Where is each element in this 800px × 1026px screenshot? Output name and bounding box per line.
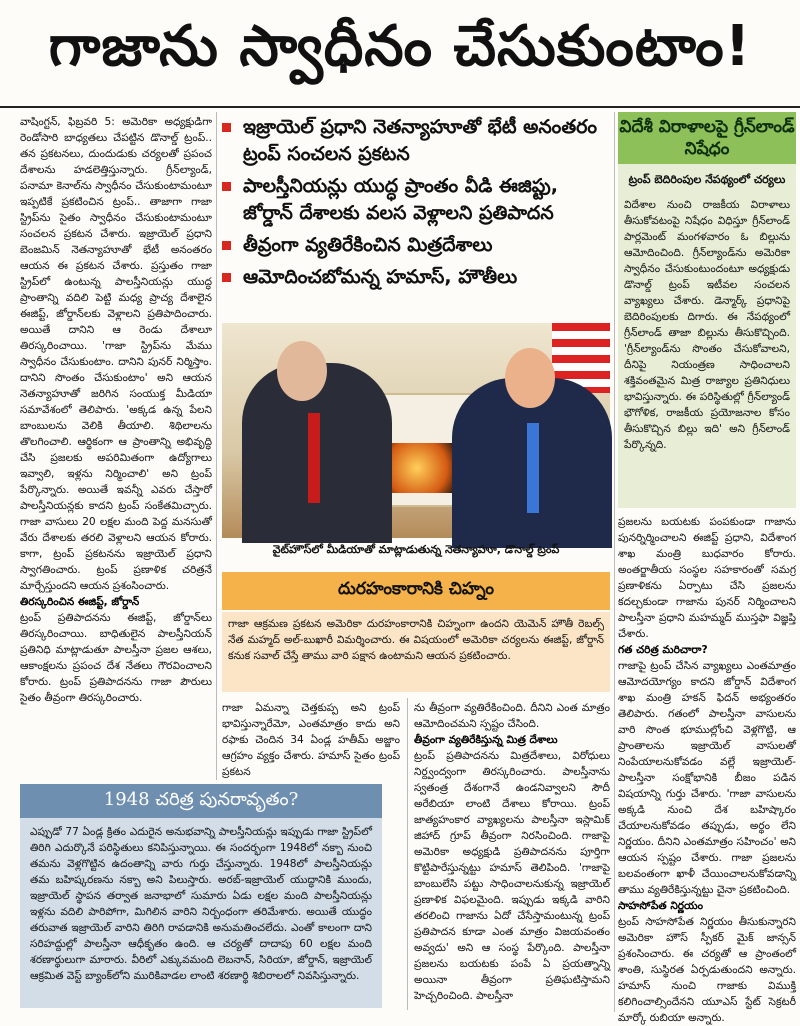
- headline: గాజాను స్వాధీనం చేసుకుంటాం!: [0, 0, 800, 108]
- column-divider: [216, 112, 217, 780]
- highlight-item: ఆమోదించబోమన్న హమాస్, హౌతీలు: [222, 264, 610, 291]
- highlights-list: [222, 114, 610, 334]
- sidebar-box: [618, 164, 796, 508]
- col4-paragraph: ప్రజలను బయటకు పంపకుండా గాజాను పునర్నిర్మించాలని ఈజిప్ట్ ప్రధాని, విదేశాంగ శాఖ మంత్రి బుధవారం కోరారు. అంతర్జాతీయ సంస్థల సహకారంతో సమగ్ర ప్రణాళికను ఏర్పాటు చేసి ప్రజలను కదల్చకుండా గాజాను పునర్ నిర్మించాలని పాలస్తీనా ప్రధాని మహమ్మద్ ముస్తఫా విజ్ఞప్తి చేశారు.: [618, 516, 796, 640]
- col2-paragraph: గాజా ఏమన్నా చెత్తకుప్ప అని ట్రంప్ భావిస్తున్నారేమో, ఎంతమాత్రం కాదు అని రఫాకు చెందిన 34 ఏండ్ల హతీమ్ అజ్జాం ఆగ్రహం వ్యక్తం చేశారు. హమాస్ సైతం ట్రంప్ ప్రకటన: [222, 702, 400, 778]
- history-box-text: ఎప్పుడో 77 ఏండ్ల క్రితం ఎదురైన అనుభవాన్ని పాలస్తీనియన్లు ఇప్పుడు గాజా స్ట్రిప్‌లో తిరిగి ఎదుర్కొనే పరిస్థితులు కనిపిస్తున్నాయి. ఈ సందర్భంగా 1948లో నక్బా నుంచి తమను వెళ్లగొట్టిన ఉదంతాన్ని వారు గుర్తు చేస్తున్నారు. 1948లో పాలస్తీనియన్లు తమ బహిష్కరణను నక్బా అని పిలుస్తారు. అరబ్-ఇజ్రాయెల్ యుద్ధానికి ముందు, ఇజ్రాయెల్ స్థాపన తర్వాత జనాభాలో సుమారు ఏడు లక్షల మంది పాలస్తీనియన్లు ఇళ్లను వదిలి పారిపోగా, మిగిలిన వారిని నిర్బంధంగా తరిమేశారు. అయితే యుద్ధం తరువాత ఇజ్రాయెల్ వారిని తిరిగి రావడానికి అనుమతించలేదు. ఎంతో కాలంగా దాని సరిహద్దుల్లో పాలస్తీనా ఆధీకృతం ఉంది. ఆ చర్యతో దాదాపు 60 లక్షల మంది శరణార్థులుగా మారారు. వీరిలో ఎక్కువమంది లెబనాన్, సిరియా, జోర్డాన్, ఇజ్రాయెల్ ఆక్రమిత వెస్ట్ బ్యాంక్‌లోని మురికివాడల లాంటి శరణార్థి శిబిరాలలో నివసిస్తున్నారు.: [20, 818, 382, 1008]
- col1-paragraph-2: ట్రంప్ ప్రతిపాదనను ఈజిప్ట్, జోర్డాన్‌లు తిరస్కరించాయి. బాధితులైన పాలస్తీనియన్ ప్రతినిధి మాట్లాడుతూ పాలస్తీనా ప్రజల ఆశలు, ఆకాంక్షలను ప్రపంచ దేశ నేతలు గౌరవించాలని కోరారు. ట్రంప్ ప్రతిపాదనను గాజా పౌరులు సైతం తీవ్రంగా తిరస్కరించారు.: [20, 612, 212, 704]
- col4-paragraph-3: ట్రంప్ సాహసోపేత నిర్ణయం తీసుకున్నారని అమెరికా హౌస్ స్పీకర్ మైక్ జాన్సన్ ప్రశంసించారు. ఈ చర్యతో ఆ ప్రాంతంలో శాంతి, సుస్థిరత ఏర్పడుతుందని అన్నారు. హమాస్ నుంచి గాజాకు విముక్తి కలిగించాల్సిందేనని యూఎస్ స్టేట్ సెక్రటరీ మార్కో రుబియా అన్నారు.: [618, 916, 796, 1024]
- col3-paragraph: ను తీవ్రంగా వ్యతిరేకించింది. దీనిని ఎంత మాత్రం ఆమోదించమని స్పష్టం చేసింది.: [414, 702, 610, 730]
- col3-subheading: తీవ్రంగా వ్యతిరేకిస్తున్న మిత్ర దేశాలు: [414, 734, 558, 746]
- col4-subheading-1: గత చరిత్ర మరిచారా?: [618, 644, 708, 656]
- col3-paragraph-2: ట్రంప్ ప్రతిపాదనను మిత్రదేశాలు, విరోధులు నిర్ద్వంద్వంగా తిరస్కరించారు. పాలస్తీనాను స్వతంత్ర దేశంగానే ఉండనివ్వాలని సౌదీ అరేబియా లాంటి దేశాలు కోరాయి. ట్రంప్ జాత్యహంకార వ్యాఖ్యలను పాలస్తీనా ఇస్లామిక్ జిహాద్ గ్రూప్ తీవ్రంగా నిరసించింది. గాజాపై అమెరికా అధ్యక్షుడి ప్రతిపాదనను పూర్తిగా కొట్టిపారేస్తున్నట్టు హమాస్ తెలిపింది. 'గాజాపై బాంబులేసి పట్టు సాధించాలనుకున్న ఇజ్రాయెల్ ప్రణాళిక విఫలమైంది. ఇప్పుడు ఇక్కడి వారిని తరలించి గాజాను ఏదో చేసేస్తామంటున్న ట్రంప్ ప్రతిపాదన కూడా ఎంత మాత్రం విజయవంతం అవ్వదు' అని ఆ సంస్థ పేర్కొంది. పాలస్తీనా ప్రజలను బయటకు పంపే ఏ ప్రయత్నాన్ని అయినా తీవ్రంగా ప్రతిఘటిస్తామని హెచ్చరించింది. పాలస్తీనా: [414, 750, 610, 1002]
- column-divider: [407, 698, 408, 1010]
- highlight-item: పాలస్తీనియన్లు యుద్ధ ప్రాంతం వీడి ఈజిప్టు, జోర్డాన్ దేశాలకు వలస వెళ్లాలని ప్రతిపాదన: [222, 173, 610, 227]
- article-column-3: [414, 700, 610, 1010]
- boxed-subheading: దురహంకారానికి చిహ్నం: [222, 572, 610, 610]
- col4-paragraph-2: గాజాపై ట్రంప్ చేసిన వ్యాఖ్యలు ఎంతమాత్రం ఆమోదయోగ్యం కాదని జోర్డాన్ విదేశాంగ శాఖ మంత్రి హకన్ ఫిదన్ అభ్యంతరం తెలిపారు. గతంలో పాలస్తీనా వాసులను వారి సొంత భూముల్లోంచి వెళ్లగొట్టి, ఆ ప్రాంతాలను ఇజ్రాయెల్ వాసులతో నింపేయాలనుకోవడం వల్లే ఇజ్రాయెల్-పాలస్తీనా సంక్షోభానికి బీజం పడిన విషయాన్ని గుర్తు చేశారు. 'గాజా వాసులను అక్కడి నుంచి దేశ బహిష్కారం చేయాలనుకోవడం తప్పుడు, అర్థం లేని నిర్ణయం. దీనిని ఎంతమాత్రం సహించం' అని ఆయన స్పష్టం చేశారు. గాజా ప్రజలను బలవంతంగా ఖాళీ చేయించాలనుకోవడాన్ని తాము వ్యతిరేకిస్తున్నట్టు చైనా ప్రకటించింది.: [618, 660, 796, 896]
- column-divider: [614, 112, 615, 1012]
- photo-caption: వైట్‌హౌస్‌లో మీడియాతో మాట్లాడుతున్న నెతన్యాహూ, డొనాల్డ్ ట్రంప్: [272, 543, 560, 556]
- highlight-item: తీవ్రంగా వ్యతిరేకించిన మిత్రదేశాలు: [222, 232, 610, 259]
- sidebar-text: విదేశాల నుంచి రాజకీయ విరాళాలు తీసుకోవటంపై నిషేధం విధిస్తూ గ్రీన్‌లాండ్ పార్లమెంట్ మంగళవారం ఓ బిల్లును ఆమోదించింది. గ్రీన్‌ల్యాండ్‌ను అమెరికా స్వాధీనం చేసుకుంటుందంటూ అధ్యక్షుడు డొనాల్డ్ ట్రంప్ ఇటీవల సంచలన వ్యాఖ్యలు చేశారు. డెన్మార్క్ ప్రధానిపై బెదిరింపులకు దిగారు. ఈ నేపథ్యంలో గ్రీన్‌లాండ్ తాజా బిల్లును తీసుకొచ్చింది. 'గ్రీన్‌ల్యాండ్‌ను సొంతం చేసుకోవాలని, దీనిపై నియంత్రణ సాధించాలని శక్తివంతమైన మిత్ర రాజ్యాల ప్రతినిధులు భావిస్తున్నారు. ఈ పరిస్థితుల్లో గ్రీన్‌ల్యాండ్ భౌగోళిక, రాజకీయ ప్రయోజనాల కోసం తీసుకొచ్చిన బిల్లు ఇది' అని గ్రీన్‌లాండ్ పేర్కొన్నది.: [624, 199, 790, 451]
- bullet-square-icon: [222, 241, 231, 250]
- col1-subheading: తిరస్కరించిన ఈజిప్ట్, జోర్డాన్: [20, 596, 140, 608]
- bullet-square-icon: [222, 182, 231, 191]
- bullet-square-icon: [222, 273, 231, 282]
- news-photo: [222, 323, 610, 538]
- bullet-square-icon: [222, 123, 231, 132]
- sidebar-kicker: ట్రంప్ బెదిరింపుల నేపథ్యంలో చర్యలు: [628, 173, 786, 186]
- history-box-title: 1948 చరిత్ర పునరావృతం?: [20, 784, 382, 818]
- col1-paragraph: వాషింగ్టన్, ఫిబ్రవరి 5: అమెరికా అధ్యక్షుడిగా రెండోసారి బాధ్యతలు చేపట్టిన డొనాల్డ్ ట్రంప్.. తన ప్రకటనలు, దుందుడుకు చర్యలతో ప్రపంచ దేశాలను హడలెత్తిస్తున్నారు. గ్రీన్‌ల్యాండ్, పనామా కెనాల్‌ను స్వాధీనం చేసుకుంటామంటూ ఇప్పటికే ప్రకటించిన ట్రంప్.. తాజాగా గాజా స్ట్రిప్‌ను సైతం స్వాధీనం చేసుకుంటామంటూ సంచలన ప్రకటన చేశారు. ఇజ్రాయెల్ ప్రధాని బెంజమిన్ నెతన్యాహూతో భేటీ అనంతరం ఆయన ఈ ప్రకటన చేశారు. ప్రస్తుతం గాజా స్ట్రిప్‌లో ఉంటున్న పాలస్తీనియన్లు యుద్ధ ప్రాంతాన్ని వదిలి పెట్టి మధ్య ప్రాచ్య దేశాలైన ఈజిప్ట్, జోర్డాన్‌లకు వెళ్లాలని ప్రతిపాదించారు. అయితే దానిని ఆ రెండు దేశాలూ తిరస్కరించాయి. 'గాజా స్ట్రిప్‌ను మేము స్వాధీనం చేసుకుంటాం. దానిని పునర్ నిర్మిస్తాం. దానిని సొంతం చేసుకుంటాం' అని ఆయన నెతన్యాహూతో జరిగిన సంయుక్త మీడియా సమావేశంలో తెలిపారు. 'అక్కడ ఉన్న పేలని బాంబులను వెలికి తీయాలి. శిథిలాలను తొలగించాలి. ఆర్థికంగా ఆ ప్రాంతాన్ని అభివృద్ధి చేసి ప్రజలకు అపరిమితంగా ఉద్యోగాలు ఇవ్వాలి, ఇళ్లను నిర్మించాలి' అని ట్రంప్ పేర్కొన్నారు. అయితే ఇవన్నీ ఎవరు చేస్తారో పాలస్తీనియన్లకు కాదని ట్రంప్ సంకేతమిచ్చారు. గాజా వాసులు 20 లక్షల మంది పెద్ద మనసుతో వేరు దేశాలకు తరలి వెళ్లాలని ఆయన కోరారు. కాగా, ట్రంప్ ప్రకటనను ఇజ్రాయెల్ ప్రధాని స్వాగతించారు. ట్రంప్ ప్రణాళిక చరిత్రనే మార్చేస్తుందని ఆయన ప్రశంసించారు.: [20, 116, 212, 592]
- article-column-4: [618, 514, 796, 1024]
- highlight-item: ఇజ్రాయెల్ ప్రధాని నెతన్యాహూతో భేటీ అనంతరం ట్రంప్ సంచలన ప్రకటన: [222, 114, 610, 168]
- article-column-2: [222, 700, 400, 780]
- sidebar-title: విదేశీ విరాళాలపై గ్రీన్‌లాండ్ నిషేధం: [618, 112, 796, 164]
- article-column-1: [20, 114, 212, 780]
- boxed-text: గాజా ఆక్రమణ ప్రకటన అమెరికా దురహంకారానికి చిహ్నంగా ఉందని యెమెన్ హౌతీ రెబల్స్ నేత మహ్మద్ అల్-బుఖారీ విమర్శించారు. ఈ విషయంలో అమెరికా చర్యలను ఈజిప్ట్, జోర్డాన్ కనుక సవాల్ చేస్తే తాము వారి పక్షాన ఉంటామని ఆయన ప్రకటించారు.: [222, 612, 610, 692]
- col4-subheading-2: సాహసోపేత నిర్ణయం: [618, 900, 704, 912]
